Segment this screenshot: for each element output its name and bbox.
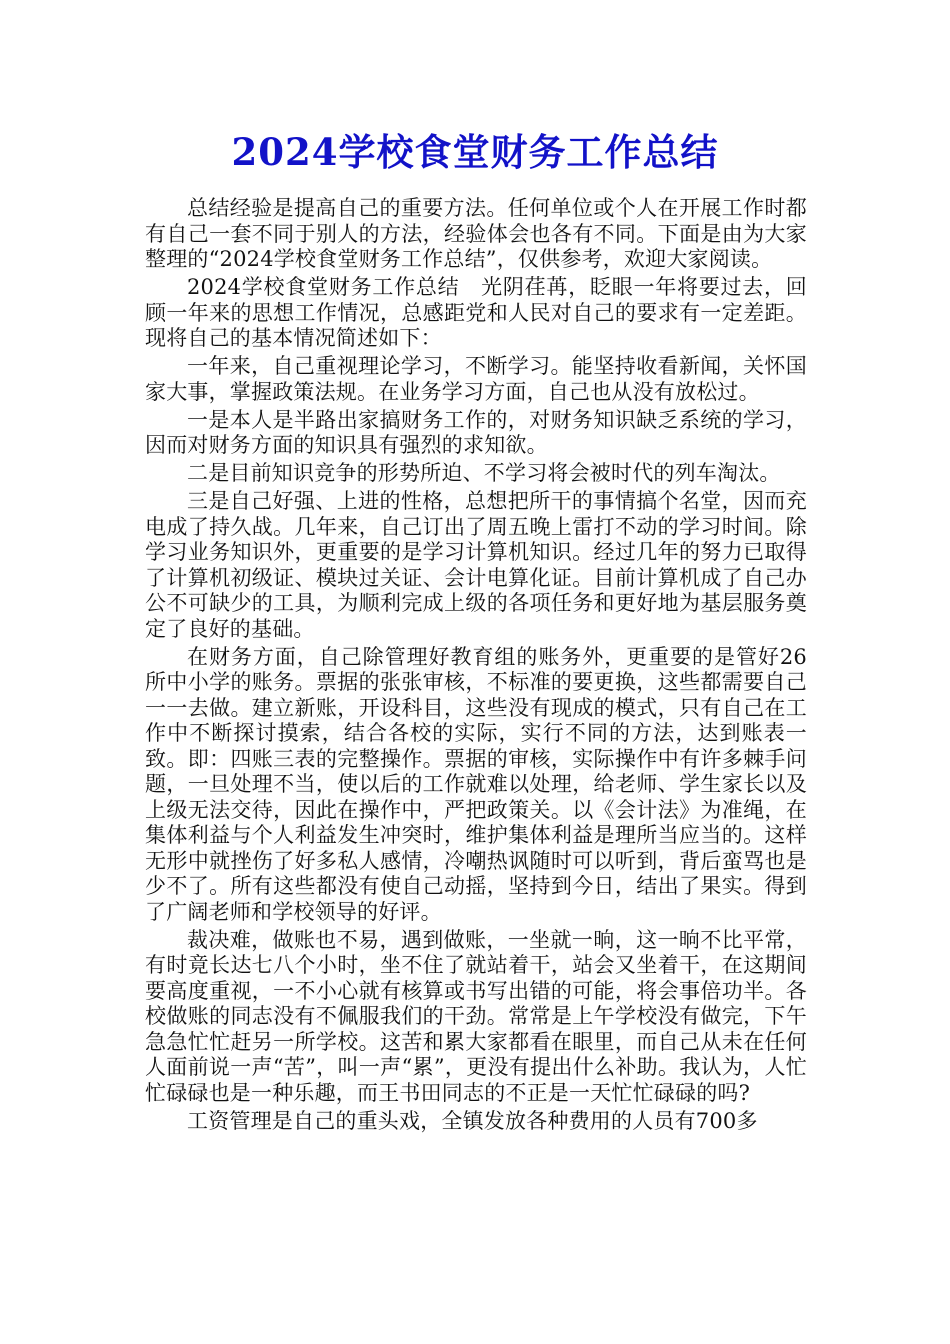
- document-body: [145, 196, 807, 1137]
- paragraph: 一年来，自己重视理论学习，不断学习。能坚持收看新闻，关怀国家大事，掌握政策法规。在业务学习方面，自己也从没有放松过。: [145, 354, 807, 404]
- paragraph: 裁决难，做账也不易，遇到做账，一坐就一晌，这一晌不比平常，有时竟长达七八个小时，坐不住了就站着干，站会又坐着干，在这期间要高度重视，一不小心就有核算或书写出错的可能，将会事倍功半。各校做账的同志没有不佩服我们的干劲。常常是上午学校没有做完，下午急急忙忙赶另一所学校。这苦和累大家都看在眼里，而自己从未在任何人面前说一声“苦”，叫一声“累”，更没有提出什么补助。我认为，人忙忙碌碌也是一种乐趣，而王书田同志的不正是一天忙忙碌碌的吗?: [145, 927, 807, 1105]
- paragraph: 一是本人是半路出家搞财务工作的，对财务知识缺乏系统的学习，因而对财务方面的知识具有强烈的求知欲。: [145, 407, 807, 457]
- paragraph: 在财务方面，自己除管理好教育组的账务外，更重要的是管好26所中小学的账务。票据的张张审核，不标准的要更换，这些都需要自己一一去做。建立新账，开设科目，这些没有现成的模式，只有自己在工作中不断探讨摸索，结合各校的实际，实行不同的方法，达到账表一致。即：四账三表的完整操作。票据的审核，实际操作中有许多棘手问题，一旦处理不当，使以后的工作就难以处理，给老师、学生家长以及上级无法交待，因此在操作中，严把政策关。以《会计法》为准绳，在集体利益与个人利益发生冲突时，维护集体利益是理所当应当的。这样无形中就挫伤了好多私人感情，冷嘲热讽随时可以听到，背后蛮骂也是少不了。所有这些都没有使自己动摇，坚持到今日，结出了果实。得到了广阔老师和学校领导的好评。: [145, 644, 807, 924]
- paragraph: 工资管理是自己的重头戏，全镇发放各种费用的人员有700多: [187, 1108, 758, 1133]
- paragraph: 2024学校食堂财务工作总结 光阴荏苒，眨眼一年将要过去，回顾一年来的思想工作情况，总感距党和人民对自己的要求有一定差距。现将自己的基本情况简述如下：: [145, 275, 807, 350]
- document-title: 2024学校食堂财务工作总结: [231, 130, 719, 174]
- paragraph: 三是自己好强、上进的性格，总想把所干的事情搞个名堂，因而充电成了持久战。几年来，自己订出了周五晚上雷打不动的学习时间。除学习业务知识外，更重要的是学习计算机知识。经过几年的努力已取得了计算机初级证、模块过关证、会计电算化证。目前计算机成了自己办公不可缺少的工具，为顺利完成上级的各项任务和更好地为基层服务奠定了良好的基础。: [145, 489, 807, 641]
- paragraph: 总结经验是提高自己的重要方法。任何单位或个人在开展工作时都有自己一套不同于别人的方法，经验体会也各有不同。下面是由为大家整理的“2024学校食堂财务工作总结”，仅供参考，欢迎大家阅读。: [145, 196, 807, 271]
- paragraph: 二是目前知识竞争的形势所迫、不学习将会被时代的列车淘汰。: [187, 461, 781, 485]
